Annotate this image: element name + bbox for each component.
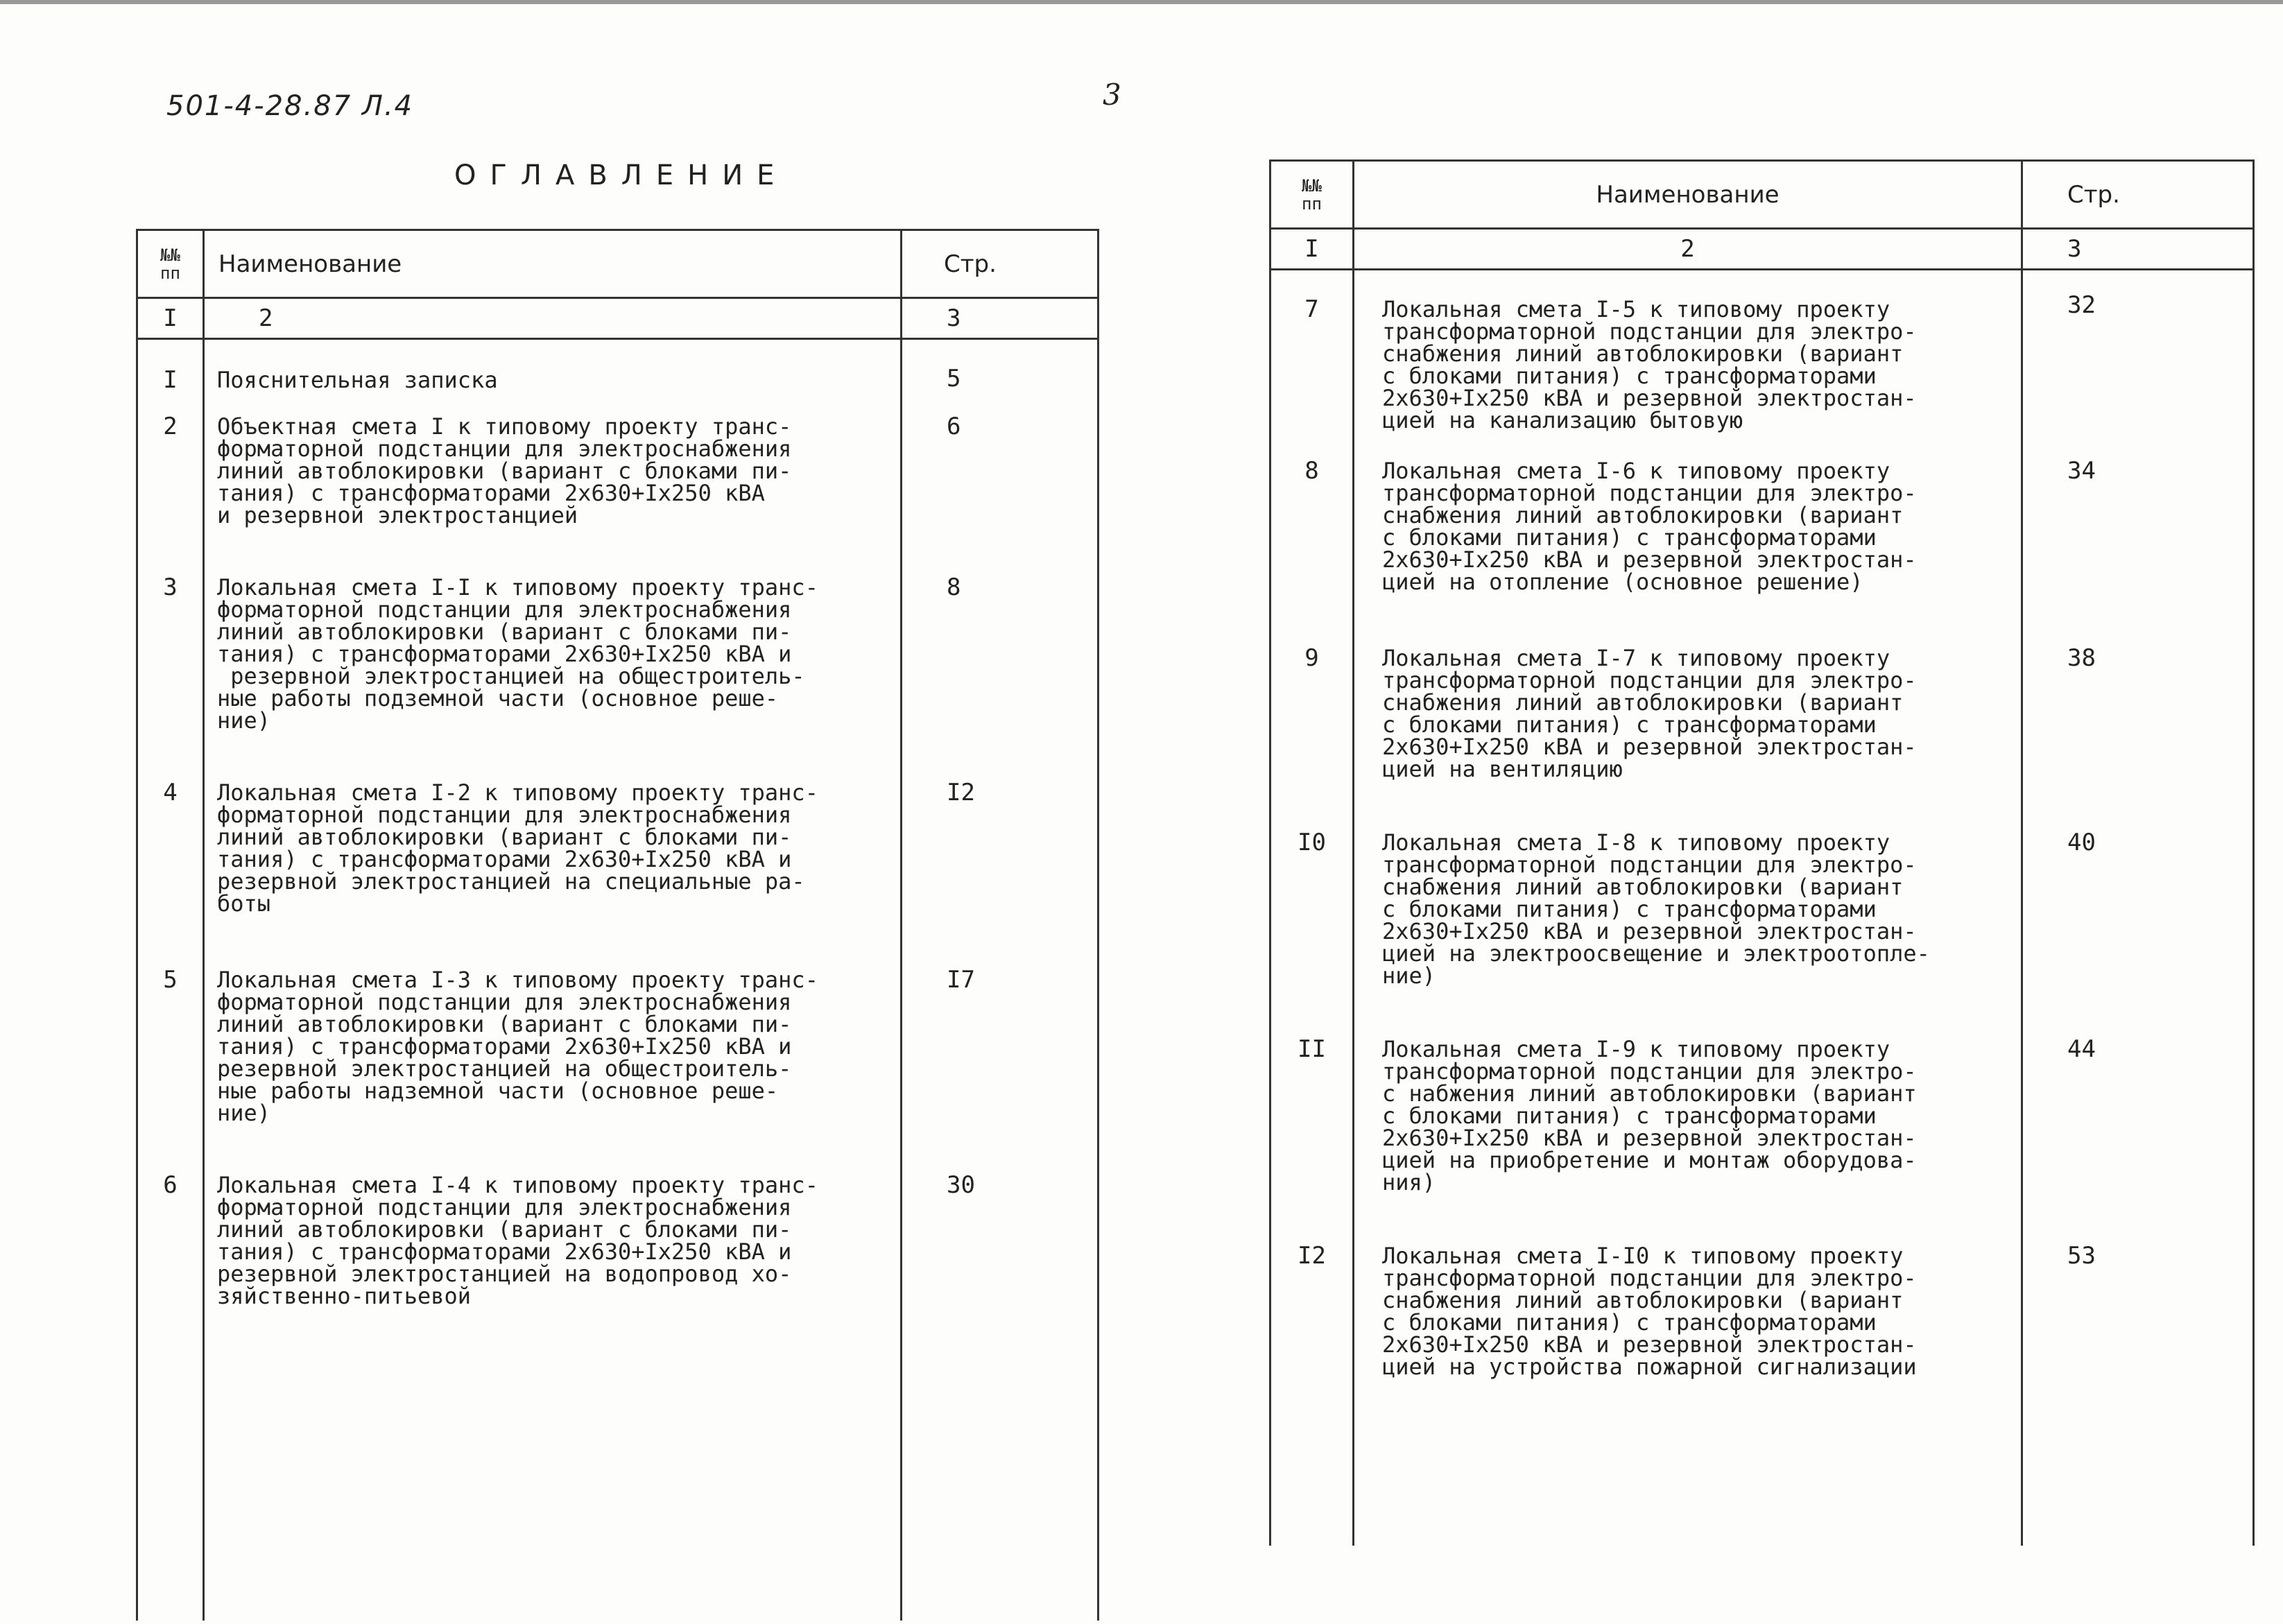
row-number: 5 [137,965,204,1170]
column-number: 2 [204,298,902,339]
row-page: 53 [2022,1241,2254,1546]
row-page: 8 [902,572,1099,777]
name-column-header: Наименование [204,230,902,298]
num-column-header: №№ пп [1270,161,1354,229]
toc-row [137,411,1099,572]
row-number: I0 [1270,827,1354,1034]
row-page: 44 [2022,1034,2254,1241]
toc-row [1270,827,2254,1034]
toc-row [137,572,1099,777]
num-column-header: №№ пп [137,230,204,298]
row-title: Локальная смета I-6 к типовому проекту трансформаторной подстанции для электро- снабжения линий автоблокировки (вариант с блоками питания) с трансформаторами 2х630+Iх250 кВА и резервной электростан- цией на отопление (основное решение) [1354,456,2022,643]
column-number-row [137,298,1099,339]
row-title: Локальная смета I-2 к типовому проекту транс- форматорной подстанции для электроснабжения линий автоблокировки (вариант с блоками пи- тания) с трансформаторами 2х630+Iх250 кВА и резервной электростанцией на специальные ра- боты [204,777,902,965]
row-number: II [1270,1034,1354,1241]
row-title: Локальная смета I-9 к типовому проекту трансформаторной подстанции для электро- с набжения линий автоблокировки (вариант с блоками питания) с трансформаторами 2х630+Iх250 кВА и резервной электростан- цией на приобретение и монтаж оборудова- ния) [1354,1034,2022,1241]
toc-row [1270,456,2254,643]
toc-row [1270,1241,2254,1546]
row-number: 3 [137,572,204,777]
row-title: Локальная смета I-3 к типовому проекту транс- форматорной подстанции для электроснабжения линий автоблокировки (вариант с блоками пи- тания) с трансформаторами 2х630+Iх250 кВА и резервной электростанцией на общестроитель- ные работы надземной части (основное реше- ние) [204,965,902,1170]
row-number: 6 [137,1170,204,1350]
row-title: Локальная смета I-4 к типовому проекту транс- форматорной подстанции для электроснабжения линий автоблокировки (вариант с блоками пи- тания) с трансформаторами 2х630+Iх250 кВА и резервной электростанцией на водопровод хо- зяйственно-питьевой [204,1170,902,1350]
toc-row [1270,270,2254,456]
column-number: 2 [1354,229,2022,270]
toc-row [137,965,1099,1170]
toc-table-left [136,229,1099,1621]
page-number: 3 [1103,78,1121,112]
page-column-header: Стр. [2022,161,2254,229]
row-title: Локальная смета I-I0 к типовому проекту трансформаторной подстанции для электро- снабжения линий автоблокировки (вариант с блоками питания) с трансформаторами 2х630+Iх250 кВА и резервной электростан- цией на устройства пожарной сигнализации [1354,1241,2022,1546]
row-number: 7 [1270,270,1354,456]
row-title: Локальная смета I-I к типовому проекту транс- форматорной подстанции для электроснабжения линий автоблокировки (вариант с блоками пи- тания) с трансформаторами 2х630+Iх250 кВА и резервной электростанцией на общестроитель- ные работы подземной части (основное реше- ние) [204,572,902,777]
column-number: I [137,298,204,339]
row-title: Локальная смета I-5 к типовому проекту трансформаторной подстанции для электро- снабжения линий автоблокировки (вариант с блоками питания) с трансформаторами 2х630+Iх250 кВА и резервной электростан- цией на канализацию бытовую [1354,270,2022,456]
row-page: 40 [2022,827,2254,1034]
row-title: Локальная смета I-8 к типовому проекту трансформаторной подстанции для электро- снабжения линий автоблокировки (вариант с блоками питания) с трансформаторами 2х630+Iх250 кВА и резервной электростан- цией на электроосвещение и электроотопле- ние) [1354,827,2022,1034]
page-top-edge [0,0,2283,4]
toc-row [1270,1034,2254,1241]
row-title: Пояснительная записка [204,339,902,411]
row-page: I7 [902,965,1099,1170]
column-number: 3 [2022,229,2254,270]
row-page: 32 [2022,270,2254,456]
name-column-header: Наименование [1354,161,2022,229]
toc-row [137,339,1099,411]
table-blank-area [137,1350,1099,1621]
document-code: 501-4-28.87 Л.4 [166,90,414,122]
row-number: 4 [137,777,204,965]
column-number: I [1270,229,1354,270]
row-number: 9 [1270,643,1354,827]
row-page: 6 [902,411,1099,572]
row-number: 8 [1270,456,1354,643]
page-column-header: Стр. [902,230,1099,298]
row-page: 38 [2022,643,2254,827]
row-page: 34 [2022,456,2254,643]
toc-row [137,777,1099,965]
row-number: I [137,339,204,411]
toc-row [1270,643,2254,827]
toc-table-right [1269,159,2255,1546]
row-page: 5 [902,339,1099,411]
column-number-row [1270,229,2254,270]
row-number: 2 [137,411,204,572]
row-page: 30 [902,1170,1099,1350]
row-number: I2 [1270,1241,1354,1546]
toc-row [137,1170,1099,1350]
row-title: Локальная смета I-7 к типовому проекту трансформаторной подстанции для электро- снабжения линий автоблокировки (вариант с блоками питания) с трансформаторами 2х630+Iх250 кВА и резервной электростан- цией на вентиляцию [1354,643,2022,827]
row-title: Объектная смета I к типовому проекту транс- форматорной подстанции для электроснабжения линий автоблокировки (вариант с блоками пи- тания) с трансформаторами 2х630+Iх250 кВА и резервной электростанцией [204,411,902,572]
column-number: 3 [902,298,1099,339]
row-page: I2 [902,777,1099,965]
page-title: ОГЛАВЛЕНИЕ [454,159,789,191]
